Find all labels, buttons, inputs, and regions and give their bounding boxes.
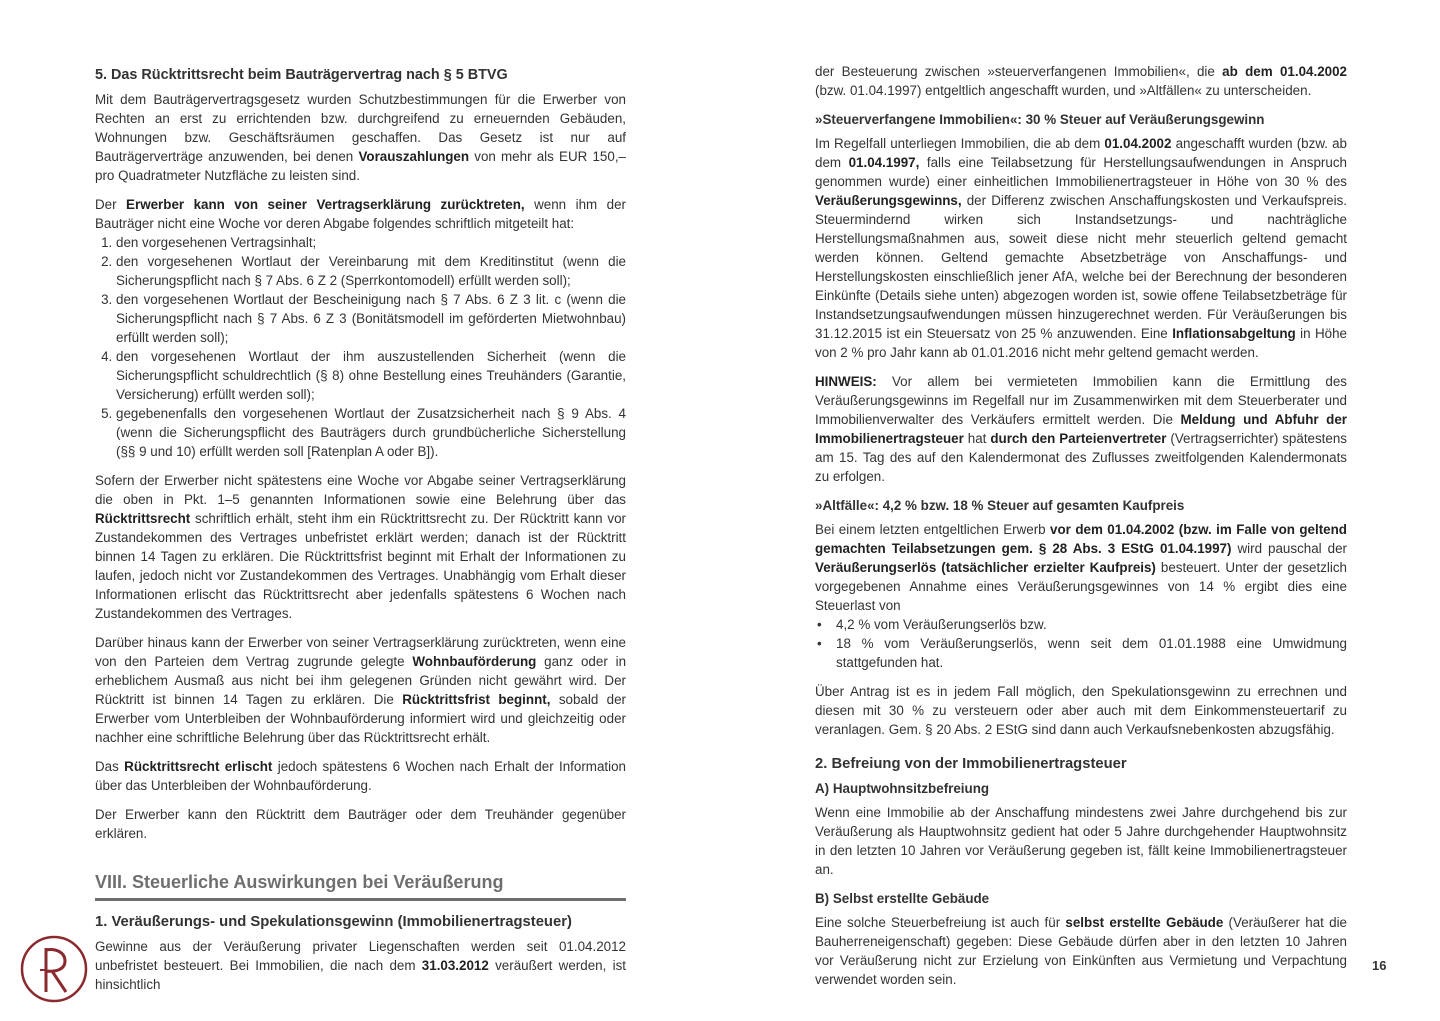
list-item: • 4,2 % vom Veräußerungserlös bzw. — [836, 615, 1347, 634]
list-item: 2. den vorgesehenen Wortlaut der Vereinbarung mit dem Kreditinstitut (wenn die Sicherungspflicht nach § 7 Abs. 6 Z 2 (Sperrkontomodell) erfüllt werden soll); — [116, 252, 626, 290]
paragraph: Mit dem Bauträgervertragsgesetz wurden Schutzbestimmungen für die Erwerber von Rechten an erst zu errichtenden bzw. durchgreifend zu erneuernden Gebäuden, Wohnungen bzw. Geschäftsräumen geschaffen. Das Gesetz ist nur auf Bauträgerverträge anzuwenden, bei denen Vorauszahlungen von mehr als EUR 150,– pro Quadratmeter Nutzfläche zu leisten sind. — [95, 92, 626, 183]
tax-rate-list — [815, 615, 1347, 672]
paragraph: Der Erwerber kann von seiner Vertragserklärung zurücktreten, wenn ihm der Bauträger nicht eine Woche vor deren Abgabe folgendes schriftlich mitgeteilt hat: — [95, 197, 626, 231]
section5-heading: 5. Das Rücktrittsrecht beim Bauträgervertrag nach § 5 BTVG — [95, 67, 508, 83]
list-item: 5. gegebenenfalls den vorgesehenen Wortlaut der Zusatzsicherheit nach § 9 Abs. 4 (wenn die Sicherungspflicht des Bauträgers durch grundbücherliche Sicherstellung (§§ 9 und 10) erfüllt werden soll [Ratenplan A oder B]). — [116, 404, 626, 461]
paragraph: Sofern der Erwerber nicht spätestens eine Woche vor Abgabe seiner Vertragserklärung die oben in Pkt. 1–5 genannten Informationen sowie eine Belehrung über das Rücktrittsrecht schriftlich erhält, steht ihm ein Rücktrittsrecht zu. Der Rücktritt kann vor Zustandekommen des Vertrages unbefristet erklärt werden; danach ist der Rücktritt binnen 14 Tagen zu erklären. Die Rücktrittsfrist beginnt mit Erhalt der Informationen zu laufen, jedoch nicht vor Zustandekommen des Vertrages. Unabhängig vom Erhalt dieser Informationen erlischt das Rücktrittsrecht aber jedenfalls spätestens 6 Wochen nach Zustandekommen des Vertrages. — [95, 473, 626, 621]
left-column — [95, 62, 626, 1004]
hint-paragraph: HINWEIS: Vor allem bei vermieteten Immobilien kann die Ermittlung des Veräußerungsgewinns im Regelfall nur im Zusammenwirken mit dem Steuerberater und Immobilienverwalter des Verkäufers ermittelt werden. Die Meldung und Abfuhr der Immobilienertragsteuer hat durch den Parteienvertreter (Vertragserrichter) spätestens am 15. Tag des auf den Kalendermonat des Zuflusses zweitfolgenden Kalendermonats zu erfolgen. — [815, 374, 1347, 484]
paragraph: Der Erwerber kann den Rücktritt dem Bauträger oder dem Treuhänder gegenüber erklären. — [95, 807, 626, 841]
paragraph: Bei einem letzten entgeltlichen Erwerb vor dem 01.04.2002 (bzw. im Falle von geltend gemachten Teilabsetzungen gem. § 28 Abs. 3 EStG 01.04.1997) wird pauschal der Veräußerungserlös (tatsächlicher erzielter Kaufpreis) besteuert. Unter der gesetzlich vorgegebenen Annahme eines Veräußerungsgewinnes von 14 % ergibt dies eine Steuerlast von — [815, 522, 1348, 613]
paragraph: Das Rücktrittsrecht erlischt jedoch spätestens 6 Wochen nach Erhalt der Information über das Unterbleiben der Wohnbauförderung. — [95, 759, 626, 793]
section2-heading: 2. Befreiung von der Immobilienertragsteuer — [815, 756, 1127, 772]
requirements-list — [95, 233, 626, 461]
paragraph: Wenn eine Immobilie ab der Anschaffung mindestens zwei Jahre durchgehend bis zur Veräußerung als Hauptwohnsitz gedient hat oder 5 Jahre durchgehender Hauptwohnsitz in den letzten 10 Jahren vor Veräußerung gegeben ist, fällt keine Immobilienertragsteuer an. — [815, 805, 1347, 877]
list-item: 4. den vorgesehenen Wortlaut der ihm auszustellenden Sicherheit (wenn die Sicherungspflicht schuldrechtlich (§ 8) ohne Bestellung eines Treuhänders (Garantie, Versicherung) erfüllt werden soll); — [116, 347, 626, 404]
r-monogram-logo — [19, 934, 89, 1004]
subheading-steuerverfangene: »Steuerverfangene Immobilien«: 30 % Steuer auf Veräußerungsgewinn — [815, 112, 1265, 127]
paragraph: Darüber hinaus kann der Erwerber von seiner Vertragserklärung zurücktreten, wenn eine von den Parteien dem Vertrag zugrunde gelegte Wohnbauförderung ganz oder in erheblichem Ausmaß aus nicht bei ihm gelegenen Gründen nicht gewährt wird. Der Rücktritt ist binnen 14 Tagen zu erklären. Die Rücktrittsfrist beginnt, sobald der Erwerber vom Unterbleiben der Wohnbauförderung informiert wird und gleichzeitig oder nachher eine schriftliche Belehrung über das Rücktrittsrecht erhält. — [95, 635, 627, 745]
paragraph: Gewinne aus der Veräußerung privater Liegenschaften werden seit 01.04.2012 unbefristet besteuert. Bei Immobilien, die nach dem 31.03.2012 veräußert werden, ist hinsichtlich — [95, 939, 626, 992]
paragraph: Über Antrag ist es in jedem Fall möglich, den Spekulationsgewinn zu errechnen und diesen mit 30 % zu versteuern oder aber auch mit dem Einkommensteuertarif zu veranlagen. Gem. § 20 Abs. 2 EStG sind dann auch Verkaufsnebenkosten abzugsfähig. — [815, 684, 1347, 737]
list-item: • 18 % vom Veräußerungserlös, wenn seit dem 01.01.1988 eine Umwidmung stattgefunden hat. — [836, 634, 1347, 672]
subheading-hauptwohnsitz: A) Hauptwohnsitzbefreiung — [815, 781, 990, 796]
subheading-altfaelle: »Altfälle«: 4,2 % bzw. 18 % Steuer auf gesamten Kaufpreis — [815, 498, 1185, 513]
paragraph: der Besteuerung zwischen »steuerverfangenen Immobilien«, die ab dem 01.04.2002 (bzw. 01.04.1997) entgeltlich angeschafft wurden, und »Altfällen« zu unterscheiden. — [815, 64, 1347, 98]
page-number: 16 — [1372, 958, 1387, 973]
section1-heading: 1. Veräußerungs- und Spekulationsgewinn (Immobilienertragsteuer) — [95, 914, 572, 930]
list-item: 1. den vorgesehenen Vertragsinhalt; — [116, 233, 626, 252]
paragraph: Eine solche Steuerbefreiung ist auch für selbst erstellte Gebäude (Veräußerer hat die Bauherreneigenschaft) gegeben: Diese Gebäude dürfen aber in den letzten 10 Jahren vor Veräußerung nicht zur Erzielung von Einkünften aus Vermietung und Verpachtung verwendet worden sein. — [815, 915, 1347, 987]
subheading-selbst-erstellt: B) Selbst erstellte Gebäude — [815, 891, 990, 906]
chapter-heading: VIII. Steuerliche Auswirkungen bei Veräußerung — [95, 873, 626, 901]
list-item: 3. den vorgesehenen Wortlaut der Bescheinigung nach § 7 Abs. 6 Z 3 lit. c (wenn die Sicherungspflicht nach § 7 Abs. 6 Z 3 (Bonitätsmodell im geförderten Mietwohnbau) erfüllt werden soll); — [116, 290, 626, 347]
right-column — [815, 62, 1347, 999]
paragraph: Im Regelfall unterliegen Immobilien, die ab dem 01.04.2002 angeschafft wurden (bzw. ab dem 01.04.1997, falls eine Teilabsetzung für Herstellungsaufwendungen in Anspruch genommen wurde) einer einheitlichen Immobilienertragsteuer in Höhe von 30 % des Veräußerungsgewinns, der Differenz zwischen Anschaffungskosten und Verkaufspreis. Steuermindernd wirken sich Instandsetzungs- und nachträgliche Herstellungsmaßnahmen aus, soweit diese nicht mehr steuerlich geltend gemacht werden können. Geltend gemachte Absetzbeträge von Anschaffungs- und Herstellungskosten einschließlich jener AfA, welche bei der Berechnung der besonderen Einkünfte (Details siehe unten) abgezogen worden ist, sowie offene Teilabsetzbeträge für Instandsetzungsaufwendungen müssen hinzugerechnet werden. Für Veräußerungen bis 31.12.2015 ist ein Steuersatz von 25 % anzuwenden. Eine Inflationsabgeltung in Höhe von 2 % pro Jahr kann ab 01.01.2016 nicht mehr geltend gemacht werden. — [815, 136, 1348, 360]
